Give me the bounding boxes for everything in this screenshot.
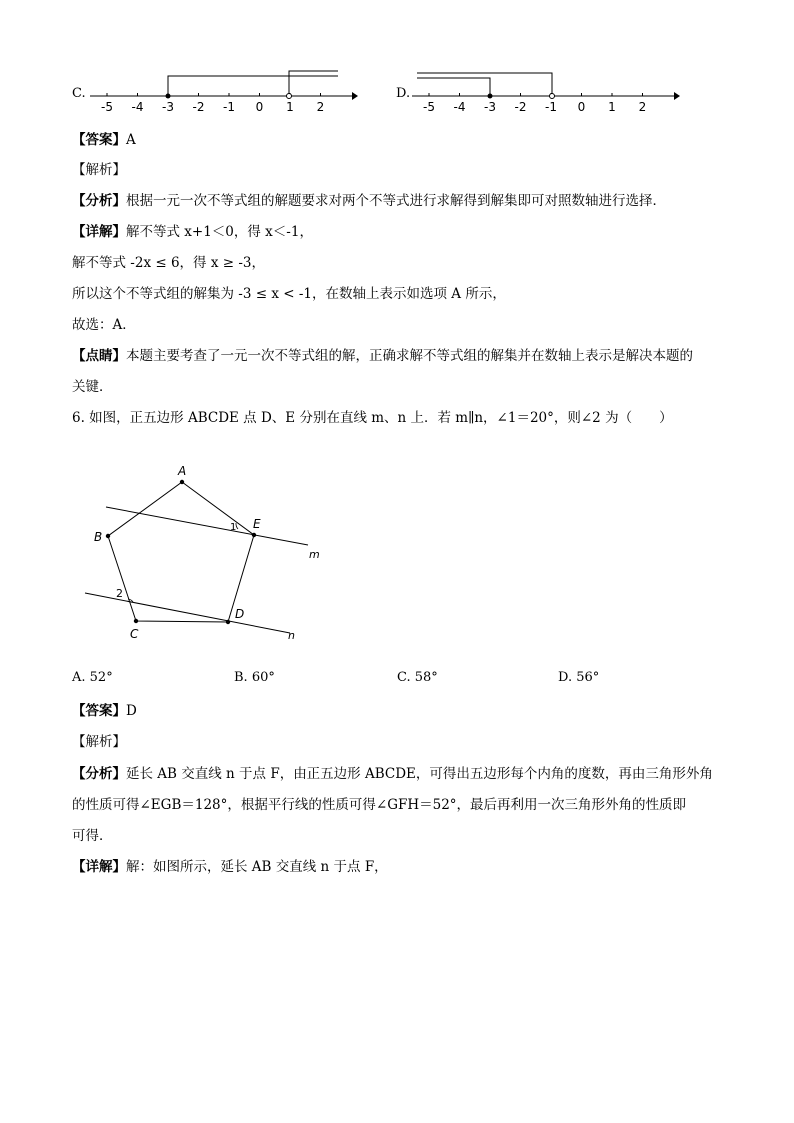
dianjing-tag: 【点睛】 <box>72 348 126 364</box>
tick-label: -3 <box>162 100 174 114</box>
pentagon <box>108 482 254 622</box>
choice-a: A. 52° <box>72 670 113 685</box>
fenxi-text: 根据一元一次不等式组的解题要求对两个不等式进行求解得到解集即可对照数轴进行选择． <box>126 193 666 209</box>
closed-point-icon <box>166 94 171 99</box>
tick-label: -2 <box>192 100 205 114</box>
number-line-c <box>90 66 365 116</box>
q6-analysis-tag: 【解析】 <box>72 734 126 750</box>
analysis-tag: 【解析】 <box>72 162 126 178</box>
tick-label: -4 <box>131 100 144 114</box>
angle-2-label: 2 <box>116 587 123 600</box>
q5-dianjing-row <box>72 346 693 366</box>
dianjing-text: 本题主要考查了一元一次不等式组的解，正确求解不等式组的解集并在数轴上表示是解决本题的 <box>126 348 693 364</box>
fenxi-tag: 【分析】 <box>72 193 126 209</box>
detail-text: 解：如图所示，延长 AB 交直线 n 于点 F， <box>126 859 388 875</box>
choice-d: D. 56° <box>558 670 600 685</box>
vertex-e: E <box>253 517 261 531</box>
answer-value: D <box>126 703 137 719</box>
q6-stem: 6. 如图，正五边形 ABCDE 点 D、E 分别在直线 m、n 上．若 m∥n，∠1＝20°，则∠2 为（ ） <box>72 410 673 426</box>
choice-c: C. 58° <box>397 670 438 685</box>
answer-tag: 【答案】 <box>72 132 126 148</box>
option-c-label: C. <box>72 86 86 101</box>
closed-point-icon <box>488 94 493 99</box>
tick-label: 2 <box>638 100 647 114</box>
number-line-d <box>412 66 687 116</box>
open-point-icon <box>550 94 555 99</box>
tick-label: -1 <box>545 100 557 114</box>
detail-tag: 【详解】 <box>72 224 126 240</box>
q6-fenxi-3: 可得． <box>72 828 113 844</box>
pentagon-figure <box>80 460 340 650</box>
vertex-d: D <box>235 607 245 621</box>
open-point-icon <box>287 94 292 99</box>
line-m-label: m <box>309 548 320 561</box>
q5-answer-row <box>72 130 136 150</box>
line-m <box>106 507 308 545</box>
arrow-right-icon <box>674 92 680 100</box>
detail-tag: 【详解】 <box>72 859 126 875</box>
tick-label: -5 <box>101 100 113 114</box>
choice-b: B. 60° <box>234 670 275 685</box>
q5-fenxi-row <box>72 191 666 211</box>
q6-fenxi-row <box>72 764 713 784</box>
tick-label: -4 <box>453 100 466 114</box>
tick-label: -5 <box>423 100 435 114</box>
fenxi-text: 延长 AB 交直线 n 于点 F，由正五边形 ABCDE，可得出五边形每个内角的度数，再由三角形外角 <box>126 766 713 782</box>
answer-value: A <box>126 132 136 148</box>
vertex-b: B <box>94 530 103 544</box>
detail-text: 解不等式 x+1＜0，得 x＜-1， <box>126 224 313 240</box>
q5-detail-2: 解不等式 -2x ≤ 6，得 x ≥ -3， <box>72 255 265 271</box>
tick-label: 0 <box>577 100 586 114</box>
line-n-label: n <box>288 629 295 642</box>
q6-detail-row <box>72 857 388 877</box>
tick-label: 0 <box>255 100 264 114</box>
q5-detail-4: 故选：A． <box>72 317 136 333</box>
tick-label: -3 <box>484 100 496 114</box>
tick-label: 1 <box>286 100 294 114</box>
arrow-right-icon <box>352 92 358 100</box>
tick-label: 1 <box>608 100 616 114</box>
fenxi-tag: 【分析】 <box>72 766 126 782</box>
answer-tag: 【答案】 <box>72 703 126 719</box>
tick-label: -2 <box>514 100 527 114</box>
vertex-a: A <box>178 464 187 478</box>
option-d-label: D. <box>396 86 411 101</box>
tick-label: 2 <box>316 100 325 114</box>
angle-1-label: 1 <box>230 522 237 533</box>
q6-answer-row <box>72 701 137 721</box>
vertex-c: C <box>130 627 139 641</box>
q5-detail-3: 所以这个不等式组的解集为 -3 ≤ x < -1，在数轴上表示如选项 A 所示， <box>72 286 506 302</box>
q5-detail-row <box>72 222 313 242</box>
tick-label: -1 <box>223 100 235 114</box>
q6-fenxi-2: 的性质可得∠EGB＝128°，根据平行线的性质可得∠GFH＝52°，最后再利用一次三角形外角的性质即 <box>72 797 687 813</box>
q5-dianjing-2: 关键． <box>72 379 113 395</box>
